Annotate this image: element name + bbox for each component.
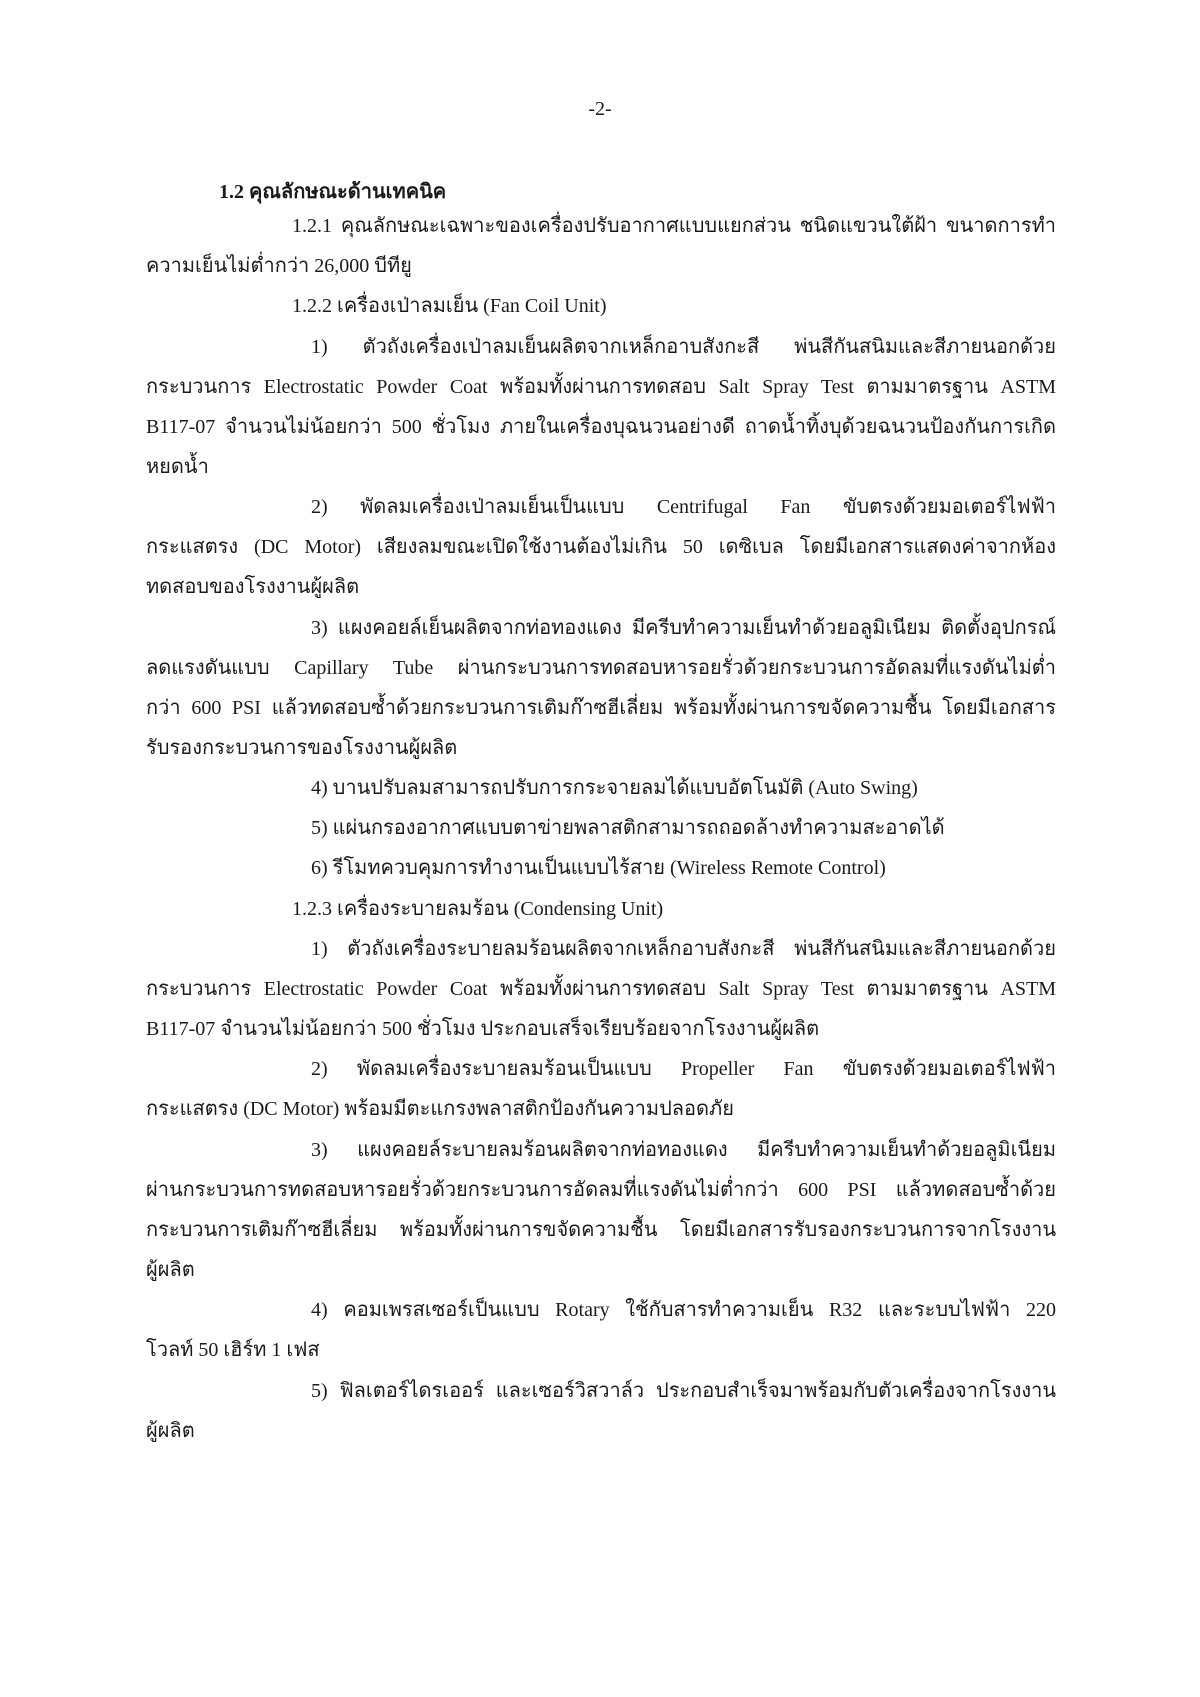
text-line: 5) แผ่นกรองอากาศแบบตาข่ายพลาสติกสามารถถอดล้างทำความสะอาดได้ <box>311 817 945 839</box>
text-line: ความเย็นไม่ต่ำกว่า 26,000 บีทียู <box>146 255 412 277</box>
text-line: กระบวนการ Electrostatic Powder Coat พร้อมทั้งผ่านการทดสอบ Salt Spray Test ตามมาตรฐาน ASTM <box>146 978 1056 1000</box>
text-line: B117-07 จำนวนไม่น้อยกว่า 500 ชั่วโมง ประกอบเสร็จเรียบร้อยจากโรงงานผู้ผลิต <box>146 1018 820 1040</box>
text-line: 3) แผงคอยล์ระบายลมร้อนผลิตจากท่อทองแดง มีครีบทำความเย็นทำด้วยอลูมิเนียม <box>311 1139 1056 1161</box>
text-line: 1.2.1 คุณลักษณะเฉพาะของเครื่องปรับอากาศแบบแยกส่วน ชนิดแขวนใต้ฝ้า ขนาดการทำ <box>292 215 1056 237</box>
text-line: ผ่านกระบวนการทดสอบหารอยรั่วด้วยกระบวนการอัดลมที่แรงดันไม่ต่ำกว่า 600 PSI แล้วทดสอบซ้ำด้วย <box>146 1179 1056 1201</box>
section-heading: 1.2 คุณลักษณะด้านเทคนิค <box>219 181 447 203</box>
text-line: ลดแรงดันแบบ Capillary Tube ผ่านกระบวนการทดสอบหารอยรั่วด้วยกระบวนการอัดลมที่แรงดันไม่ต่ำ <box>146 657 1056 679</box>
text-line: 1) ตัวถังเครื่องเป่าลมเย็นผลิตจากเหล็กอาบสังกะสี พ่นสีกันสนิมและสีภายนอกด้วย <box>311 336 1056 358</box>
text-line: กระแสตรง (DC Motor) พร้อมมีตะแกรงพลาสติกป้องกันความปลอดภัย <box>146 1098 734 1120</box>
text-line: 6) รีโมทควบคุมการทำงานเป็นแบบไร้สาย (Wireless Remote Control) <box>311 857 886 879</box>
text-line: ผู้ผลิต <box>146 1259 195 1281</box>
text-line: รับรองกระบวนการของโรงงานผู้ผลิต <box>146 737 458 759</box>
text-line: ทดสอบของโรงงานผู้ผลิต <box>146 576 360 598</box>
text-line: กระบวนการเติมก๊าซฮีเลี่ยม พร้อมทั้งผ่านการขจัดความชื้น โดยมีเอกสารรับรองกระบวนการจากโรงงาน <box>146 1219 1056 1241</box>
text-line: 2) พัดลมเครื่องระบายลมร้อนเป็นแบบ Propeller Fan ขับตรงด้วยมอเตอร์ไฟฟ้า <box>311 1058 1056 1080</box>
text-line: กระบวนการ Electrostatic Powder Coat พร้อมทั้งผ่านการทดสอบ Salt Spray Test ตามมาตรฐาน ASTM <box>146 376 1056 398</box>
text-line: 2) พัดลมเครื่องเป่าลมเย็นเป็นแบบ Centrifugal Fan ขับตรงด้วยมอเตอร์ไฟฟ้า <box>311 496 1056 518</box>
text-line: 3) แผงคอยล์เย็นผลิตจากท่อทองแดง มีครีบทำความเย็นทำด้วยอลูมิเนียม ติดตั้งอุปกรณ์ <box>311 617 1056 639</box>
text-line: 5) ฟิลเตอร์ไดรเออร์ และเซอร์วิสวาล์ว ประกอบสำเร็จมาพร้อมกับตัวเครื่องจากโรงงาน <box>311 1380 1056 1402</box>
text-line: 1.2.3 เครื่องระบายลมร้อน (Condensing Unit) <box>292 898 664 920</box>
page-number: -2- <box>588 98 612 120</box>
text-line: B117-07 จำนวนไม่น้อยกว่า 500 ชั่วโมง ภายในเครื่องบุฉนวนอย่างดี ถาดน้ำทิ้งบุด้วยฉนวนป้องกันการเกิด <box>146 416 1056 438</box>
text-line: กระแสตรง (DC Motor) เสียงลมขณะเปิดใช้งานต้องไม่เกิน 50 เดซิเบล โดยมีเอกสารแสดงค่าจากห้อง <box>146 536 1056 558</box>
text-line: 4) บานปรับลมสามารถปรับการกระจายลมได้แบบอัตโนมัติ (Auto Swing) <box>311 777 918 799</box>
text-line: กว่า 600 PSI แล้วทดสอบซ้ำด้วยกระบวนการเติมก๊าซฮีเลี่ยม พร้อมทั้งผ่านการขจัดความชื้น โดยมีเอกสาร <box>146 697 1056 719</box>
text-line: โวลท์ 50 เฮิร์ท 1 เฟส <box>146 1339 320 1361</box>
text-line: 1) ตัวถังเครื่องระบายลมร้อนผลิตจากเหล็กอาบสังกะสี พ่นสีกันสนิมและสีภายนอกด้วย <box>311 938 1056 960</box>
text-line: 4) คอมเพรสเซอร์เป็นแบบ Rotary ใช้กับสารทำความเย็น R32 และระบบไฟฟ้า 220 <box>311 1299 1056 1321</box>
text-line: ผู้ผลิต <box>146 1420 195 1442</box>
text-line: 1.2.2 เครื่องเป่าลมเย็น (Fan Coil Unit) <box>292 295 607 317</box>
text-line: หยดน้ำ <box>146 456 209 478</box>
